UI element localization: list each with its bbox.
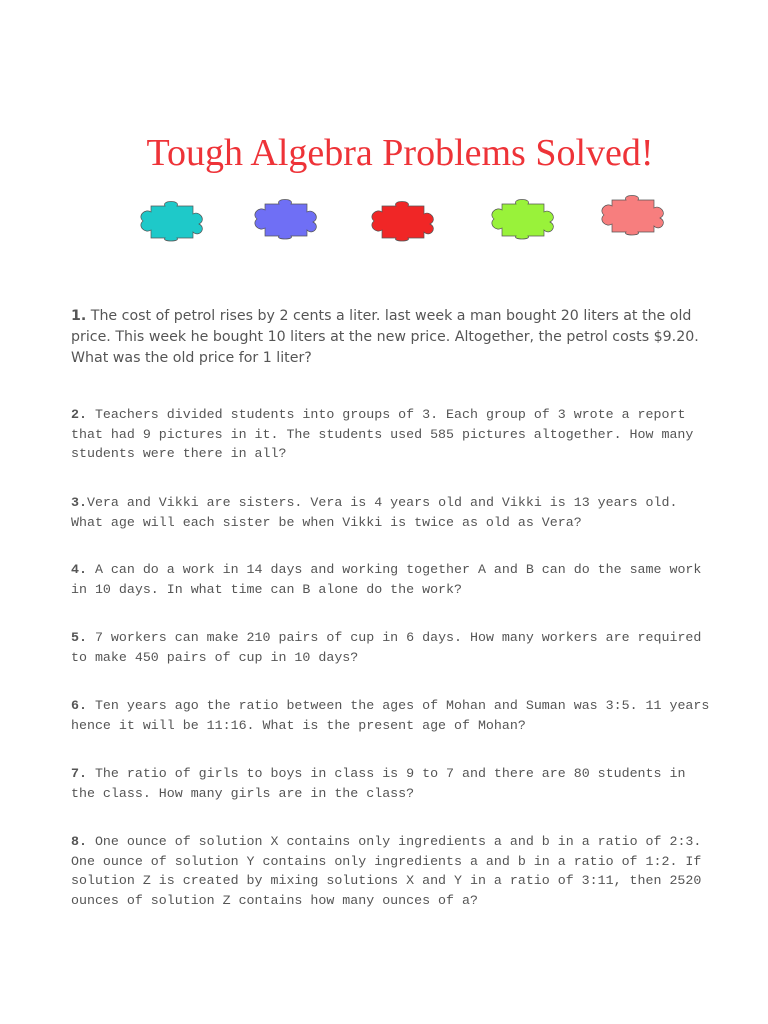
puzzle-piece-icon [595,194,673,236]
question-number: 6. [71,698,87,713]
question-1 [71,306,721,369]
question-number: 5. [71,630,87,645]
question-2 [71,405,711,464]
question-number: 4. [71,562,87,577]
question-text: A can do a work in 14 days and working together A and B can do the same work in 10 days. In what time can B alone do the work? [71,562,702,597]
puzzle-piece-icon [137,200,209,242]
question-text: The ratio of girls to boys in class is 9 to 7 and there are 80 students in the class. How many girls are in the class? [71,766,686,801]
page-title: Tough Algebra Problems Solved! [146,132,654,174]
question-number: 7. [71,766,87,781]
question-number: 2. [71,407,87,422]
puzzle-piece-icon [249,198,325,240]
question-7 [71,764,711,803]
puzzle-piece-icon [366,200,442,242]
question-6 [71,696,711,735]
question-text: Ten years ago the ratio between the ages of Mohan and Suman was 3:5. 11 years hence it will be 11:16. What is the present age of Mohan? [71,698,710,733]
question-text: Teachers divided students into groups of 3. Each group of 3 wrote a report that had 9 pictures in it. The students used 585 pictures altogether. How many students were there in all? [71,407,694,461]
puzzle-decoration-row [0,190,768,250]
puzzle-piece-icon [486,198,562,240]
question-5 [71,628,711,667]
question-number: 1. [71,308,87,324]
question-number: 8. [71,834,87,849]
question-number: 3. [71,495,87,510]
question-4 [71,560,711,599]
question-8 [71,832,711,910]
question-text: 7 workers can make 210 pairs of cup in 6 days. How many workers are required to make 450 pairs of cup in 10 days? [71,630,702,665]
question-text: The cost of petrol rises by 2 cents a liter. last week a man bought 20 liters at the old price. This week he bought 10 liters at the new price. Altogether, the petrol costs $9.20. What was the old price for 1 liter? [71,308,699,366]
question-text: Vera and Vikki are sisters. Vera is 4 years old and Vikki is 13 years old. What age will each sister be when Vikki is twice as old as Vera? [71,495,678,530]
question-text: One ounce of solution X contains only ingredients a and b in a ratio of 2:3. One ounce of solution Y contains only ingredients a and b in a ratio of 1:2. If solution Z is created by mixing solutions X and Y in a ratio of 3:11, then 2520 ounces of solution Z contains how many ounces of a? [71,834,702,908]
question-3 [71,493,711,532]
